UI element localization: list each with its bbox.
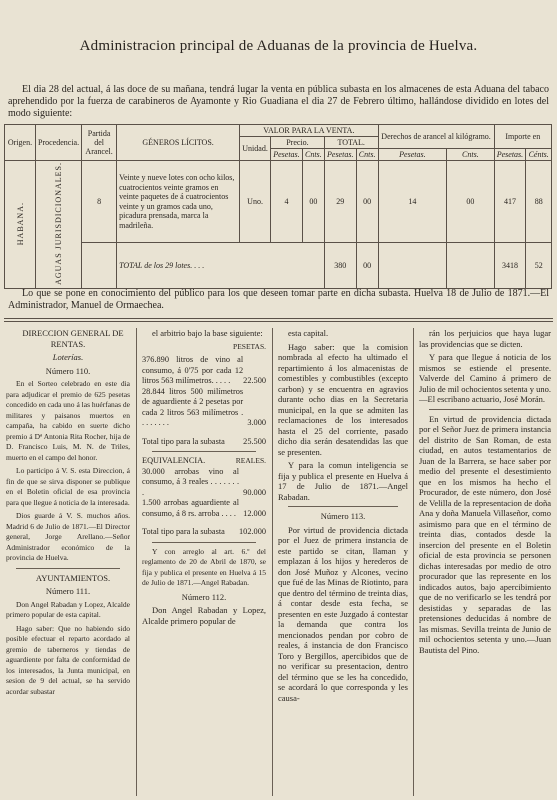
th-pesetas: Pesetas. — [378, 149, 447, 161]
cell-empty — [82, 243, 117, 289]
divider-line — [429, 409, 541, 410]
ledger-row — [142, 387, 266, 429]
footer-paragraph: Lo que se pone en conocimiento del público para los que deseen tomar parte en dicha subasta. Huelva 18 de Julio de 1871.—El Administrador, Manuel de Ormaechea. — [8, 288, 549, 311]
column-3 — [278, 328, 408, 706]
notice-paragraph: Y para la comun inteligencia se fija y publica el presente en Huelva á 17 de Julio de 1871.—Angel Rabadan. — [278, 460, 408, 502]
notice-paragraph: Por virtud de providencia dictada por el Juez de primera instancia de este partido se citan, llaman y emplazan á los hijos y herederos de don José Muñoz y Alcones, vecino que fué de las Minas de Riotinto, para que dentro del término de treinta dias, á contar desde esta fecha, se presenten en este Juzgado á contestar la demanda que contra los mencionados pendan por cobro de reales, á instancia de don Francisco Toro y Bergillos, apercibidos que de no verificar su presentacion, dentro del término que se les ha concedido, se acordará lo que corresponda y les causa- — [278, 524, 408, 703]
th-importe: Importe en — [494, 125, 551, 149]
notice-paragraph: Hago saber: que la comision nombrada al efecto ha ultimado el repartimiento á los almacenistas de comestibles y combustibles (excepto carbon) y se encuentra en agravios durante ocho dias en la Secretaria municipal, en la que se admiten las reclamaciones de los interesados hasta el 25 del corriente, pasado dicho dia serán desatendidas las que se presenten. — [278, 341, 408, 457]
th-derechos: Derechos de arancel al kilógramo. — [378, 125, 494, 149]
divider-line — [16, 568, 120, 569]
equivalence-heading: EQUIVALENCIA. — [142, 456, 206, 465]
cell-total-label: TOTAL de los 29 lotes. . . . — [117, 243, 325, 289]
ledger-row — [142, 355, 266, 387]
th-cents: Cnts. — [302, 149, 324, 161]
divider-rule — [4, 318, 553, 319]
divider-line — [152, 542, 256, 543]
divider-line — [288, 506, 398, 507]
notice-paragraph: Y para que llegue á noticia de los mismos se estiende el presente. Valverde del Camino á primero de Julio de mil ochocientos setenta y uno.—El escribano actuario, José Morán. — [419, 352, 551, 404]
lots-table — [4, 124, 552, 289]
column-2 — [142, 328, 266, 629]
column-1 — [6, 328, 130, 700]
th-unidad: Unidad. — [240, 137, 271, 161]
cell-partida: 8 — [82, 161, 117, 243]
cell-empty — [447, 243, 494, 289]
notice-paragraph: rán los perjuicios que haya lugar las providencias que se dicten. — [419, 328, 551, 349]
page-title: Administracion principal de Aduanas de la provincia de Huelva. — [79, 38, 478, 54]
notice-paragraph: Dios guarde á V. S. muchos años. Madrid 6 de Julio de 1871.—El Director general, Jorge Arellano.—Señor Administrador económico de la provincia de Huelva. — [6, 511, 130, 562]
column-separator — [413, 328, 414, 796]
cell-unidad: Uno. — [240, 161, 271, 243]
ledger-item: 1.500 arrobas aguardiente al consumo, á 8 rs. arroba . . . . — [142, 498, 240, 518]
notice-number: Número 112. — [181, 591, 227, 602]
origen-text: HABANA. — [15, 201, 25, 246]
cell-sum-imp-pts: 3418 — [494, 243, 526, 289]
ledger-table-headings — [142, 456, 266, 467]
notice-number: Número 113. — [320, 511, 366, 521]
ledger-total-label: Total tipo para la subasta — [142, 527, 225, 536]
notice-number: Número 110. — [45, 365, 91, 376]
ledger-item: 376.890 litros de vino al consumo, á 0'75 por cada 12 litros 563 milímetros. . . . . — [142, 355, 244, 385]
ledger-total-label: Total tipo para la subasta — [142, 436, 225, 446]
column-separator — [136, 328, 137, 796]
divider-rule — [4, 321, 553, 322]
ledger-row — [142, 519, 266, 538]
th-pesetas: Pesetas. — [271, 149, 303, 161]
subsection-heading: Loterías. — [52, 352, 84, 362]
ledger-value: 22.500 — [243, 376, 266, 385]
column-separator — [272, 328, 273, 796]
ledger-table — [142, 355, 266, 447]
th-partida: Partida del Arancel. — [82, 125, 117, 161]
ledger-row — [142, 467, 266, 499]
ledger-value: 3.000 — [247, 418, 266, 427]
ledger-item: 28.844 litros 500 milímetros de aguardiente á 2 pesetas por cada 2 litros 563 milímetros . . . . . . . . — [142, 386, 244, 427]
th-cents: Cénts. — [526, 149, 552, 161]
cell-sum-total-cts: 00 — [356, 243, 378, 289]
ledger-total-value: 25.500 — [243, 436, 266, 446]
unit-heading: PESETAS. — [233, 341, 266, 351]
th-valor: VALOR PARA LA VENTA. — [240, 125, 378, 137]
ledger-item: 30.000 arrobas vino al consumo, á 3 reales . . . . . . . . — [142, 466, 240, 497]
cell-der-cts: 00 — [447, 161, 494, 243]
notice-paragraph: Don Angel Rabadan y Lopez, Alcalde primero popular de esta capital. — [6, 599, 130, 619]
notice-paragraph: esta capital. — [288, 328, 329, 338]
cell-procedencia — [36, 161, 82, 289]
cell-imp-pts: 417 — [494, 161, 526, 243]
notice-paragraph: Don Angel Rabadan y Lopez, Alcalde primero popular de — [142, 605, 266, 626]
ledger-total-value: 102.000 — [239, 527, 266, 536]
ledger-row — [142, 429, 266, 448]
cell-empty — [378, 243, 447, 289]
cell-sum-total-pts: 380 — [324, 243, 356, 289]
th-total: TOTAL. — [324, 137, 378, 149]
notice-paragraph: Lo participo á V. S. esta Direccion, á fin de que se sirva disponer se publique en el Boletin oficial de esa provincia para que llegue á noticia de la interesada. — [6, 466, 130, 507]
section-heading: AYUNTAMIENTOS. — [35, 572, 111, 583]
intro-paragraph: El dia 28 del actual, á las doce de su mañana, tendrá lugar la venta en pública subasta en los almacenes de esta Aduana del tabaco aprehendido por la fuerza de carabineros de Ayamonte y Rio Guadiana el dia 27 de Febrero último, hallándose dividido en lotes del modo siguiente: — [8, 84, 549, 119]
ledger-row — [142, 498, 266, 519]
procedencia-text: AGUAS JURISDICIONALES. — [54, 162, 64, 285]
divider-line — [152, 451, 256, 452]
ledger-value: 12.000 — [243, 508, 266, 518]
th-precio: Precio. — [271, 137, 325, 149]
cell-sum-imp-cts: 52 — [526, 243, 552, 289]
ledger-table — [142, 467, 266, 538]
cell-total-pts: 29 — [324, 161, 356, 243]
cell-total-cts: 00 — [356, 161, 378, 243]
th-origen: Origen. — [5, 125, 36, 161]
cell-origen — [5, 161, 36, 289]
cell-precio-pts: 4 — [271, 161, 303, 243]
cell-precio-cts: 00 — [302, 161, 324, 243]
cell-der-pts: 14 — [378, 161, 447, 243]
cell-descripcion: Veinte y nueve lotes con ocho kilos, cuatrocientos veinte gramos en veinte paquetes de á cuatrocientos veinte y un gramos cada uno, picadura prensada, marca la madrileña. — [117, 161, 240, 243]
section-heading: DIRECCION GENERAL DE RENTAS. — [22, 328, 124, 349]
th-cents: Cnts. — [356, 149, 378, 161]
th-pesetas: Pesetas. — [494, 149, 526, 161]
notice-paragraph: En virtud de providencia dictada por el Señor Juez de primera instancia del distrito de San Roman, de esta ciudad, en autos testamentarios de Juan de la Barrera, se hace saber por medio del presente el desestimiento que en los mismos ha hecho el Procurador, de este número, don José de Velilla de la representacion de doña Ana y doña Manuela Villaseñor, como asimismo para que en el término de treinta dias, contados desde la insercion del presente en el Boletin oficial de esta provincia se personen dichas interesadas por medio de otro procurador que las represente en los indicados autos, bajo apercibimiento que de no verificarlo se les tendrá por desistidas y separadas de las pretensiones deducidas á nombre de las mismas. Sevilla treinta de Junio de mil ochocientos setenta y uno.—Juan Bautista del Pino. — [419, 413, 551, 655]
th-cents: Cnts. — [447, 149, 494, 161]
ledger-value: 90.000 — [243, 487, 266, 497]
th-procedencia: Procedencia. — [36, 125, 82, 161]
th-generos: GÉNEROS LÍCITOS. — [117, 125, 240, 161]
ledger-row — [142, 456, 266, 467]
notice-number: Número 111. — [45, 586, 91, 596]
unit-heading: REALES. — [235, 456, 266, 465]
th-pesetas: Pesetas. — [324, 149, 356, 161]
notice-paragraph: el arbitrio bajo la base siguiente: — [152, 328, 263, 338]
notice-paragraph: Y con arreglo al art. 6.º del reglamento de 20 de Abril de 1870, se fija y publica el presente en Huelva á 15 de Julio de 1871.—Angel Rabadan. — [142, 546, 266, 587]
notice-paragraph: Hago saber: Que no habiendo sido posible efectuar el reparto acordado al gremio de taberneros y tiendas de aguardiente por falta de conformidad de los interesados, la Junta municipal, en sesion de 9 del actual, se ha servido acordar subastar — [6, 623, 130, 696]
notice-paragraph: En el Sorteo celebrado en este dia para adjudicar el premio de 625 pesetas concedido en cada uno á las huérfanas de militares y paisanos muertos en campaña, ha cabido en suerte dicho premio á Dª Antonia Rita Rocher, hija de D. Francisco Luis, M. N. de Triles, muerto en el campo del honor. — [6, 379, 130, 462]
cell-imp-cts: 88 — [526, 161, 552, 243]
column-4 — [419, 328, 551, 658]
